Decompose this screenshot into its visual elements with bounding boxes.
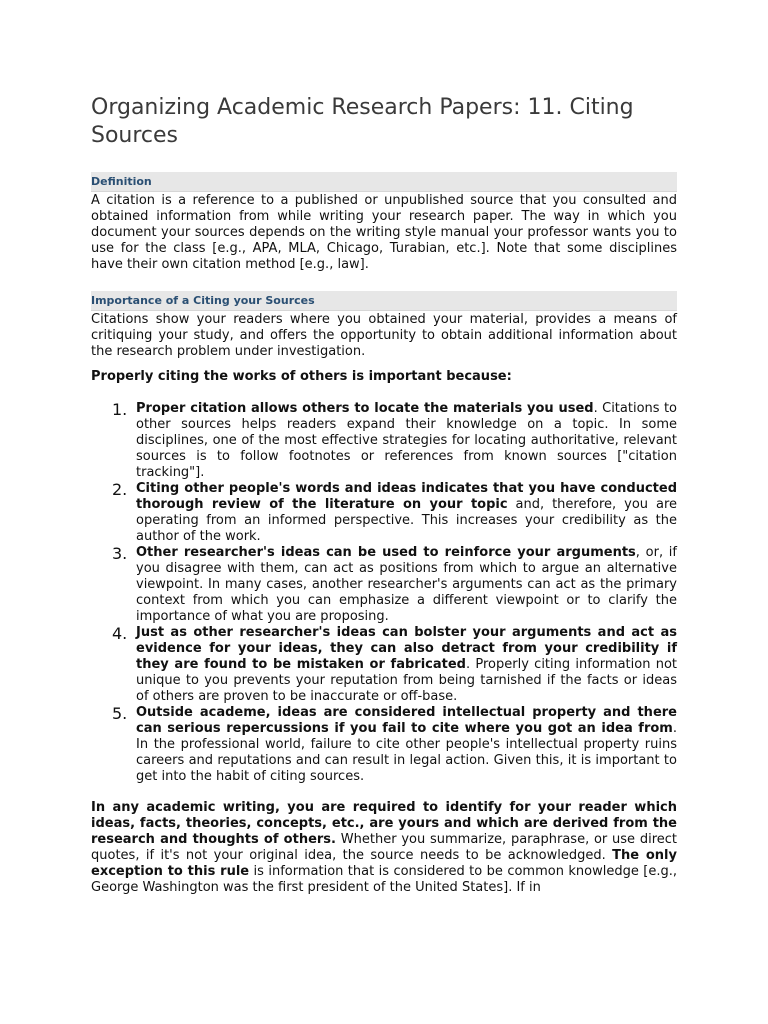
section-heading-importance: Importance of a Citing your Sources (91, 291, 677, 311)
reasons-list (91, 401, 677, 785)
list-item-text: . Properly citing information not unique to you prevents your reputation from being tarnished if the facts or ideas of others are proven to be inaccurate or off-base. (136, 657, 678, 704)
list-number: 2. (112, 480, 128, 499)
list-item (91, 401, 677, 481)
closing-text-2: is information that is considered to be common knowledge [e.g., George Washington was the first president of the United States]. If in (91, 864, 677, 895)
list-number: 4. (112, 624, 128, 643)
list-number: 3. (112, 544, 128, 563)
list-item-text: and, therefore, you are operating from an informed perspective. This increases your credibility as the author of the work. (136, 497, 677, 544)
closing-bold-1: In any academic writing, you are required to identify for your reader which ideas, facts, theories, concepts, etc., are yours and which are derived from the research and thoughts of others. (91, 800, 677, 847)
list-item-bold: Outside academe, ideas are considered intellectual property and there can serious repercussions if you fail to cite where you got an idea from (136, 705, 677, 736)
list-item-bold: Citing other people's words and ideas indicates that you have conducted thorough review of the literature on your topic (136, 481, 677, 512)
importance-lead: Properly citing the works of others is important because: (91, 369, 512, 384)
closing-text-1: Whether you summarize, paraphrase, or use direct quotes, if it's not your original idea, the source needs to be acknowledged. (91, 832, 677, 863)
list-item (91, 545, 677, 625)
importance-paragraph: Citations show your readers where you obtained your material, provides a means of critiquing your study, and offers the opportunity to obtain additional information about the research problem under investigation. (91, 312, 677, 359)
list-item (91, 481, 677, 545)
list-item-text: . In the professional world, failure to cite other people's intellectual property ruins careers and reputations and can result in legal action. Given this, it is important to get into the habit of citing sources. (136, 721, 677, 784)
list-item-bold: Other researcher's ideas can be used to reinforce your arguments (136, 545, 636, 560)
list-item-bold: Proper citation allows others to locate the materials you used (136, 401, 594, 416)
document-page (91, 94, 677, 896)
list-number: 5. (112, 704, 128, 723)
closing-paragraph (91, 800, 677, 896)
list-item-bold: Just as other researcher's ideas can bolster your arguments and act as evidence for your ideas, they can also detract from your credibility if they are found to be mistaken or fabricated (136, 625, 677, 672)
list-item-text: . Citations to other sources helps readers expand their knowledge on a topic. In some disciplines, one of the most effective strategies for locating authoritative, relevant sources is to follow footnotes or references from known sources ["citation tracking"]. (136, 401, 677, 480)
closing-bold-2: The only exception to this rule (91, 848, 677, 879)
page-title: Organizing Academic Research Papers: 11. Citing Sources (91, 95, 634, 148)
list-item-text: , or, if you disagree with them, can act as positions from which to argue an alternative viewpoint. In many cases, another researcher's arguments can act as the primary context from which you can emphasize a different viewpoint or to clarify the importance of what you are proposing. (136, 545, 677, 624)
list-number: 1. (112, 400, 128, 419)
definition-paragraph: A citation is a reference to a published or unpublished source that you consulted and obtained information from while writing your research paper. The way in which you document your sources depends on the writing style manual your professor wants you to use for the class [e.g., APA, MLA, Chicago, Turabian, etc.]. Note that some disciplines have their own citation method [e.g., law]. (91, 193, 677, 272)
section-heading-definition: Definition (91, 172, 677, 192)
list-item (91, 625, 677, 705)
list-item (91, 705, 677, 785)
